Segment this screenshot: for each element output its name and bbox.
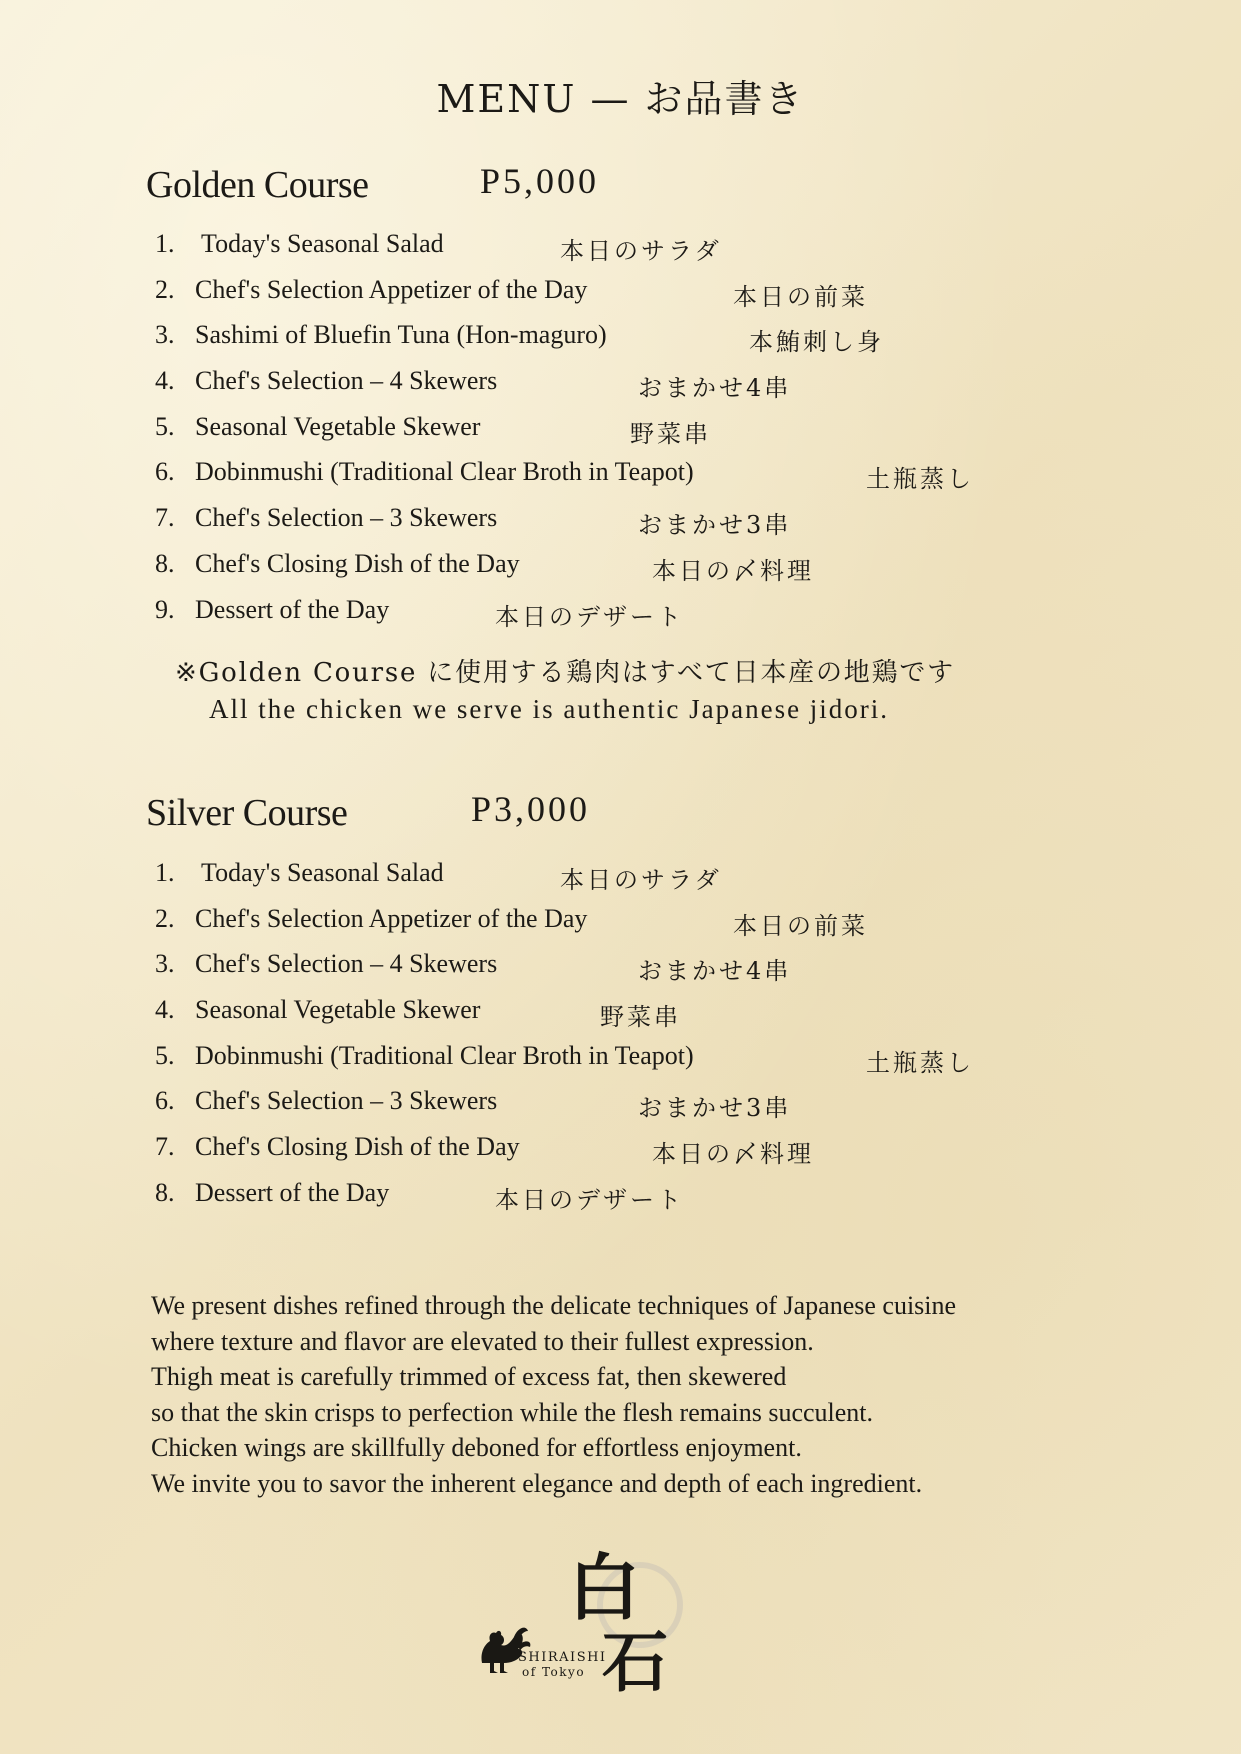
note-mark: ※ [175, 658, 199, 688]
golden-course-items [155, 229, 974, 640]
list-item: 5. Seasonal Vegetable Skewer 野菜串 [155, 411, 711, 448]
list-item: 3. Chef's Selection – 4 Skewers おまかせ4串 [155, 949, 792, 986]
list-item: 7. Chef's Selection – 3 Skewers おまかせ3串 [155, 503, 792, 540]
list-item: 6. Dobinmushi (Traditional Clear Broth in Teapot) 土瓶蒸し [155, 457, 974, 494]
note-japanese: Golden Course に使用する鶏肉はすべて日本産の地鶏です [198, 658, 955, 688]
note-english: All the chicken we serve is authentic Japanese jidori. [209, 694, 890, 724]
description-line: where texture and flavor are elevated to their fullest expression. [151, 1326, 814, 1356]
silver-course-header [146, 789, 591, 835]
list-item: 8. Dessert of the Day 本日のデザート [155, 1177, 684, 1214]
page-title: MENU — お品書き [436, 77, 805, 121]
list-item: 4. Seasonal Vegetable Skewer 野菜串 [155, 995, 681, 1032]
logo-kanji-1: 白 [568, 1545, 641, 1630]
list-item: 4. Chef's Selection – 4 Skewers おまかせ4串 [155, 366, 792, 403]
logo-kanji-2: 石 [602, 1623, 668, 1695]
list-item: 8. Chef's Closing Dish of the Day 本日の〆料理 [155, 548, 814, 585]
description-text [151, 1288, 1191, 1501]
list-item: 5. Dobinmushi (Traditional Clear Broth in Teapot) 土瓶蒸し [155, 1040, 974, 1077]
list-item: 2. Chef's Selection Appetizer of the Day 本日の前菜 [155, 903, 868, 940]
list-item: 1. Today's Seasonal Salad 本日のサラダ [155, 229, 722, 265]
silver-course-items [155, 858, 974, 1224]
golden-course-name: Golden Course [146, 164, 369, 206]
list-item: 6. Chef's Selection – 3 Skewers おまかせ3串 [155, 1086, 792, 1123]
description-line: We present dishes refined through the delicate techniques of Japanese cuisine [151, 1291, 957, 1320]
logo-brand: SHIRAISHI [518, 1650, 607, 1665]
list-item: 7. Chef's Closing Dish of the Day 本日の〆料理 [155, 1132, 814, 1169]
silver-course-name: Silver Course [146, 792, 348, 834]
description-line: We invite you to savor the inherent elegance and depth of each ingredient. [151, 1468, 923, 1498]
description-line: so that the skin crisps to perfection while the flesh remains succulent. [151, 1397, 874, 1427]
description-line: Thigh meat is carefully trimmed of excess fat, then skewered [151, 1362, 787, 1391]
golden-course-price: P5,000 [480, 161, 600, 201]
list-item: 2. Chef's Selection Appetizer of the Day 本日の前菜 [155, 274, 868, 311]
logo-sub: of Tokyo [522, 1665, 586, 1679]
list-item: 9. Dessert of the Day 本日のデザート [155, 594, 684, 631]
list-item: 1. Today's Seasonal Salad 本日のサラダ [155, 858, 722, 894]
description-line: Chicken wings are skillfully deboned for effortless enjoyment. [151, 1433, 802, 1462]
golden-course-header [146, 161, 600, 207]
chicken-note [175, 655, 955, 727]
silver-course-price: P3,000 [471, 789, 591, 829]
shiraishi-logo [470, 1545, 700, 1695]
list-item: 3. Sashimi of Bluefin Tuna (Hon-maguro) 本鮪刺し身 [155, 320, 884, 357]
